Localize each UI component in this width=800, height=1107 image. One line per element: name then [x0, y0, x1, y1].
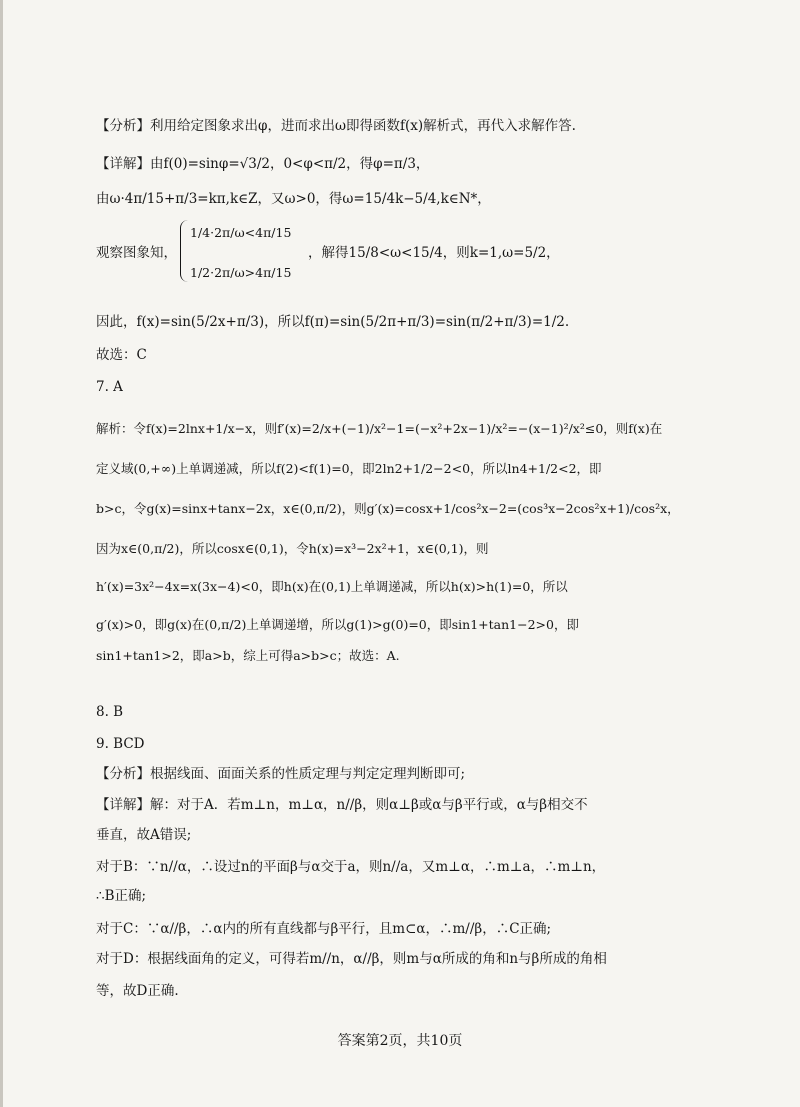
detail-line: 【详解】由f(0)=sinφ=√3/2，0<φ<π/2，得φ=π/3， [96, 156, 430, 172]
inequality-2: 1/2·2π/ω>4π/15 [190, 265, 292, 280]
q9-detail-d-cont: 等，故D正确. [96, 983, 179, 999]
q7-line-5: h′(x)=3x²−4x=x(3x−4)<0，即h(x)在(0,1)上单调递减，所以h(x)>h(1)=0，所以 [96, 579, 568, 594]
q9-detail-c: 对于C：∵α//β，∴α内的所有直线都与β平行，且m⊂α，∴m//β，∴C正确; [96, 921, 552, 937]
observe-label: 观察图象知， [96, 245, 177, 261]
scan-edge [0, 0, 3, 1107]
analysis-line: 【分析】利用给定图象求出φ，进而求出ω即得函数f(x)解析式，再代入求解作答. [96, 118, 576, 134]
q7-line-2: 定义域(0,+∞)上单调递减，所以f(2)<f(1)=0，即2ln2+1/2−2<0，所以ln4+1/2<2，即 [96, 461, 602, 476]
q7-line-3: b>c，令g(x)=sinx+tanx−2x，x∈(0,π/2)，则g′(x)=cosx+1/cos²x−2=(cos³x−2cos²x+1)/cos²x， [96, 501, 680, 516]
page-footer: 答案第2页，共10页 [337, 1033, 463, 1049]
q9-detail-a-cont: 垂直，故A错误; [96, 827, 192, 843]
inequality-1: 1/4·2π/ω<4π/15 [190, 225, 292, 240]
therefore-line: 因此，f(x)=sin(5/2x+π/3)，所以f(π)=sin(5/2π+π/3)=sin(π/2+π/3)=1/2. [96, 314, 570, 330]
omega-line: 由ω·4π/15+π/3=kπ,k∈Z，又ω>0，得ω=15/4k−5/4,k∈N*， [96, 191, 491, 207]
q7-answer: 7. A [96, 379, 123, 395]
q9-detail-b-cont: ∴B正确; [96, 888, 147, 904]
q7-line-6: g′(x)>0，即g(x)在(0,π/2)上单调递增，所以g(1)>g(0)=0，即sin1+tan1−2>0，即 [96, 617, 579, 632]
q9-detail-a: 【详解】解：对于A．若m⊥n，m⊥α，n//β，则α⊥β或α与β平行或，α与β相交不 [96, 797, 588, 813]
q9-detail-b: 对于B：∵n//α，∴设过n的平面β与α交于a，则n//a，又m⊥α，∴m⊥a，∴m⊥n， [96, 859, 606, 875]
q7-line-1: 解析：令f(x)=2lnx+1/x−x，则f′(x)=2/x+(−1)/x²−1=(−x²+2x−1)/x²=−(x−1)²/x²≤0，则f(x)在 [96, 421, 663, 436]
choice-line: 故选：C [96, 347, 147, 363]
q9-detail-d: 对于D：根据线面角的定义，可得若m//n，α//β，则m与α所成的角和n与β所成的角相 [96, 951, 607, 967]
solve-line: ，解得15/8<ω<15/4，则k=1,ω=5/2， [308, 245, 560, 261]
q8-answer: 8. B [96, 704, 124, 720]
q9-answer: 9. BCD [96, 736, 145, 752]
q9-analysis: 【分析】根据线面、面面关系的性质定理与判定定理判断即可; [96, 766, 466, 782]
q7-line-7: sin1+tan1>2，即a>b，综上可得a>b>c；故选：A. [96, 648, 400, 663]
q7-line-4: 因为x∈(0,π/2)，所以cosx∈(0,1)，令h(x)=x³−2x²+1，x∈(0,1)，则 [96, 541, 489, 556]
